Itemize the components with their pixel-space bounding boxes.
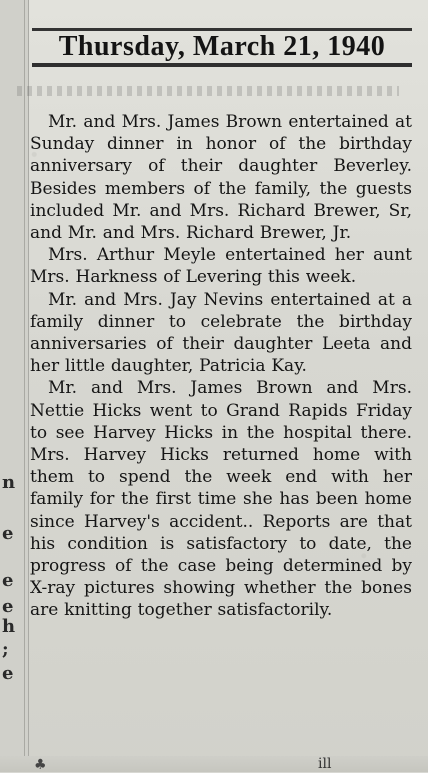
left-fragment-3: e xyxy=(2,570,14,591)
left-fragment-1: n xyxy=(2,472,16,493)
society-news-article xyxy=(30,111,412,761)
article-paragraph-2: Mrs. Arthur Meyle entertained her aunt Mrs. Harkness of Levering this week. xyxy=(30,245,412,288)
decorative-dot-rule xyxy=(17,86,399,96)
date-masthead xyxy=(32,28,412,67)
column-rule xyxy=(24,0,25,772)
decorative-ornament-icon: ♣ xyxy=(34,757,47,773)
bottom-cut-text: ill xyxy=(318,756,332,772)
left-fragment-2: e xyxy=(2,523,14,544)
left-fragment-5: h xyxy=(2,616,16,637)
left-fragment-4: e xyxy=(2,596,14,617)
page-date: Thursday, March 21, 1940 xyxy=(58,31,386,62)
left-fragment-6: ; xyxy=(2,639,9,660)
article-paragraph-1: Mr. and Mrs. James Brown entertained at Sunday dinner in honor of the birthday anniversary of their daughter Beverley. Besides members of the family, the guests included Mr. and Mrs. Richard Brewer, Sr, and Mr. and Mrs. Richard Brewer, Jr. xyxy=(30,112,412,244)
article-paragraph-3: Mr. and Mrs. Jay Nevins entertained at a family dinner to celebrate the birthday anniversaries of their daughter Leeta and her little daughter, Patricia Kay. xyxy=(30,289,412,377)
article-paragraph-4: Mr. and Mrs. James Brown and Mrs. Nettie Hicks went to Grand Rapids Friday to see Harvey Hicks in the hospital there. Mrs. Harvey Hicks returned home with them to spend the week end with her family for the first time she has been home since Harvey's accident.. Reports are that his condition is satisfactory to date, the progress of the case being determined by X-ray pictures showing whether the bones are knitting together satisfactorily. xyxy=(30,378,412,621)
left-fragment-7: e xyxy=(2,663,14,684)
bottom-edge xyxy=(0,756,428,772)
